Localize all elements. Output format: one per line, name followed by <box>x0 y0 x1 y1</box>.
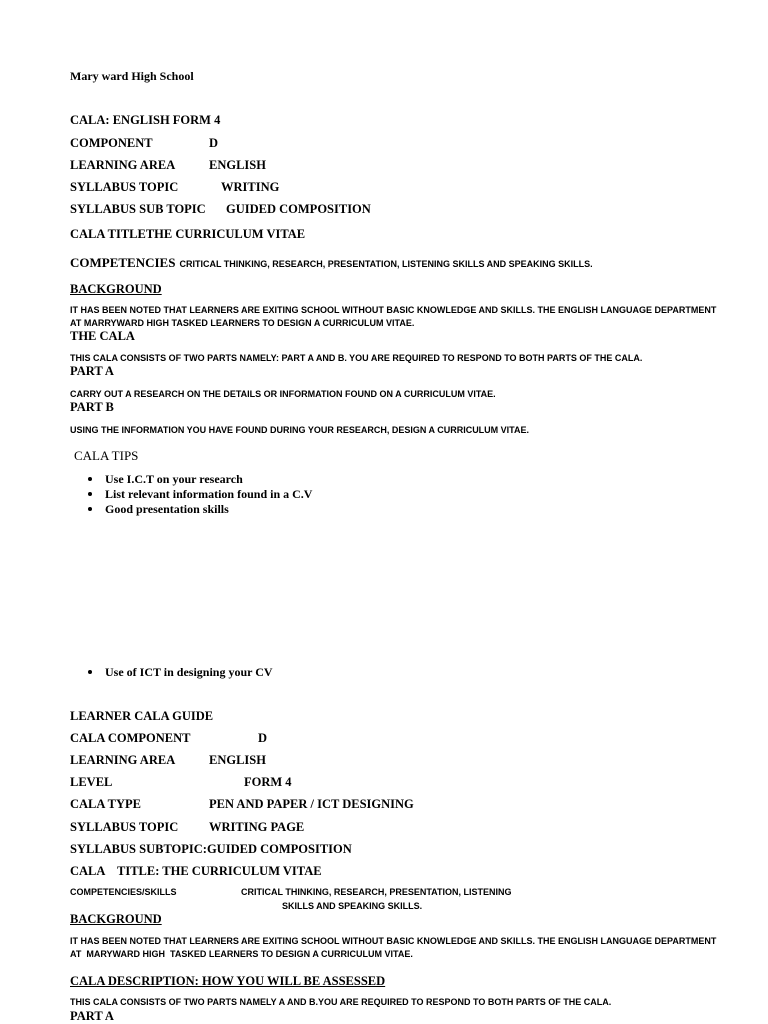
syllabus-subtopic-label: SYLLABUS SUB TOPIC <box>70 202 206 216</box>
competencies-label: COMPETENCIES <box>70 255 176 270</box>
guide-part-a-heading: PART A <box>70 1009 114 1023</box>
bullet-icon <box>88 477 92 481</box>
part-a-heading: PART A <box>70 364 114 378</box>
guide-level-value: FORM 4 <box>244 775 292 789</box>
guide-learning-area-label: LEARNING AREA <box>70 753 176 767</box>
school-name: Mary ward High School <box>70 69 194 83</box>
guide-competencies-line-1: CRITICAL THINKING, RESEARCH, PRESENTATION, LISTENING <box>241 887 512 897</box>
guide-topic-value: WRITING PAGE <box>209 820 305 834</box>
learning-area-label: LEARNING AREA <box>70 158 176 172</box>
syllabus-subtopic-value: GUIDED COMPOSITION <box>226 202 371 216</box>
guide-type-label: CALA TYPE <box>70 797 141 811</box>
guide-title: LEARNER CALA GUIDE <box>70 709 214 723</box>
component-label: COMPONENT <box>70 136 153 150</box>
tip-item-3: Good presentation skills <box>105 502 229 516</box>
the-cala-heading: THE CALA <box>70 329 135 343</box>
cala-title: CALA TITLETHE CURRICULUM VITAE <box>70 227 306 241</box>
bullet-icon <box>88 670 92 674</box>
guide-subtopic: SYLLABUS SUBTOPIC:GUIDED COMPOSITION <box>70 842 352 856</box>
competencies-line <box>70 255 593 271</box>
part-a-text: CARRY OUT A RESEARCH ON THE DETAILS OR INFORMATION FOUND ON A CURRICULUM VITAE. <box>70 389 496 399</box>
background-line-2: AT MARRYWARD HIGH TASKED LEARNERS TO DESIGN A CURRICULUM VITAE. <box>70 318 415 328</box>
guide-component-value: D <box>258 731 268 745</box>
guide-background-heading: BACKGROUND <box>70 912 162 926</box>
guide-competencies-line-2: SKILLS AND SPEAKING SKILLS. <box>282 901 423 911</box>
tip-item-2: List relevant information found in a C.V <box>105 487 313 501</box>
learning-area-value: ENGLISH <box>209 158 266 172</box>
guide-background-line-1: IT HAS BEEN NOTED THAT LEARNERS ARE EXITING SCHOOL WITHOUT BASIC KNOWLEDGE AND SKILLS. THE ENGLISH LANGUAGE DEPARTMENT <box>70 936 717 946</box>
guide-cala-title: CALA TITLE: THE CURRICULUM VITAE <box>70 864 322 878</box>
cala-tips-heading: CALA TIPS <box>74 448 139 463</box>
bullet-icon <box>88 507 92 511</box>
part-b-text: USING THE INFORMATION YOU HAVE FOUND DURING YOUR RESEARCH, DESIGN A CURRICULUM VITAE. <box>70 425 530 435</box>
guide-competencies-label: COMPETENCIES/SKILLS <box>70 887 177 897</box>
the-cala-text: THIS CALA CONSISTS OF TWO PARTS NAMELY: PART A AND B. YOU ARE REQUIRED TO RESPOND TO BOTH PARTS OF THE CALA. <box>70 353 643 363</box>
guide-learning-area-value: ENGLISH <box>209 753 266 767</box>
part-b-heading: PART B <box>70 400 114 414</box>
guide-type-value: PEN AND PAPER / ICT DESIGNING <box>209 797 414 811</box>
background-line-1: IT HAS BEEN NOTED THAT LEARNERS ARE EXITING SCHOOL WITHOUT BASIC KNOWLEDGE AND SKILLS. THE ENGLISH LANGUAGE DEPARTMENT <box>70 305 717 315</box>
guide-description-heading: CALA DESCRIPTION: HOW YOU WILL BE ASSESSED <box>70 974 386 988</box>
tip-item-ict: Use of ICT in designing your CV <box>105 665 273 679</box>
syllabus-topic-value: WRITING <box>221 180 280 194</box>
guide-topic-label: SYLLABUS TOPIC <box>70 820 179 834</box>
component-value: D <box>209 136 219 150</box>
background-heading: BACKGROUND <box>70 282 162 296</box>
guide-component-label: CALA COMPONENT <box>70 731 191 745</box>
guide-level-label: LEVEL <box>70 775 113 789</box>
tip-item-1: Use I.C.T on your research <box>105 472 243 486</box>
syllabus-topic-label: SYLLABUS TOPIC <box>70 180 179 194</box>
cala-heading: CALA: ENGLISH FORM 4 <box>70 113 221 127</box>
bullet-icon <box>88 492 92 496</box>
guide-background-line-2: AT MARYWARD HIGH TASKED LEARNERS TO DESIGN A CURRICULUM VITAE. <box>70 949 413 959</box>
guide-description-text: THIS CALA CONSISTS OF TWO PARTS NAMELY A AND B.YOU ARE REQUIRED TO RESPOND TO BOTH PARTS OF THE CALA. <box>70 997 612 1007</box>
competencies-value: CRITICAL THINKING, RESEARCH, PRESENTATION, LISTENING SKILLS AND SPEAKING SKILLS. <box>179 259 593 269</box>
